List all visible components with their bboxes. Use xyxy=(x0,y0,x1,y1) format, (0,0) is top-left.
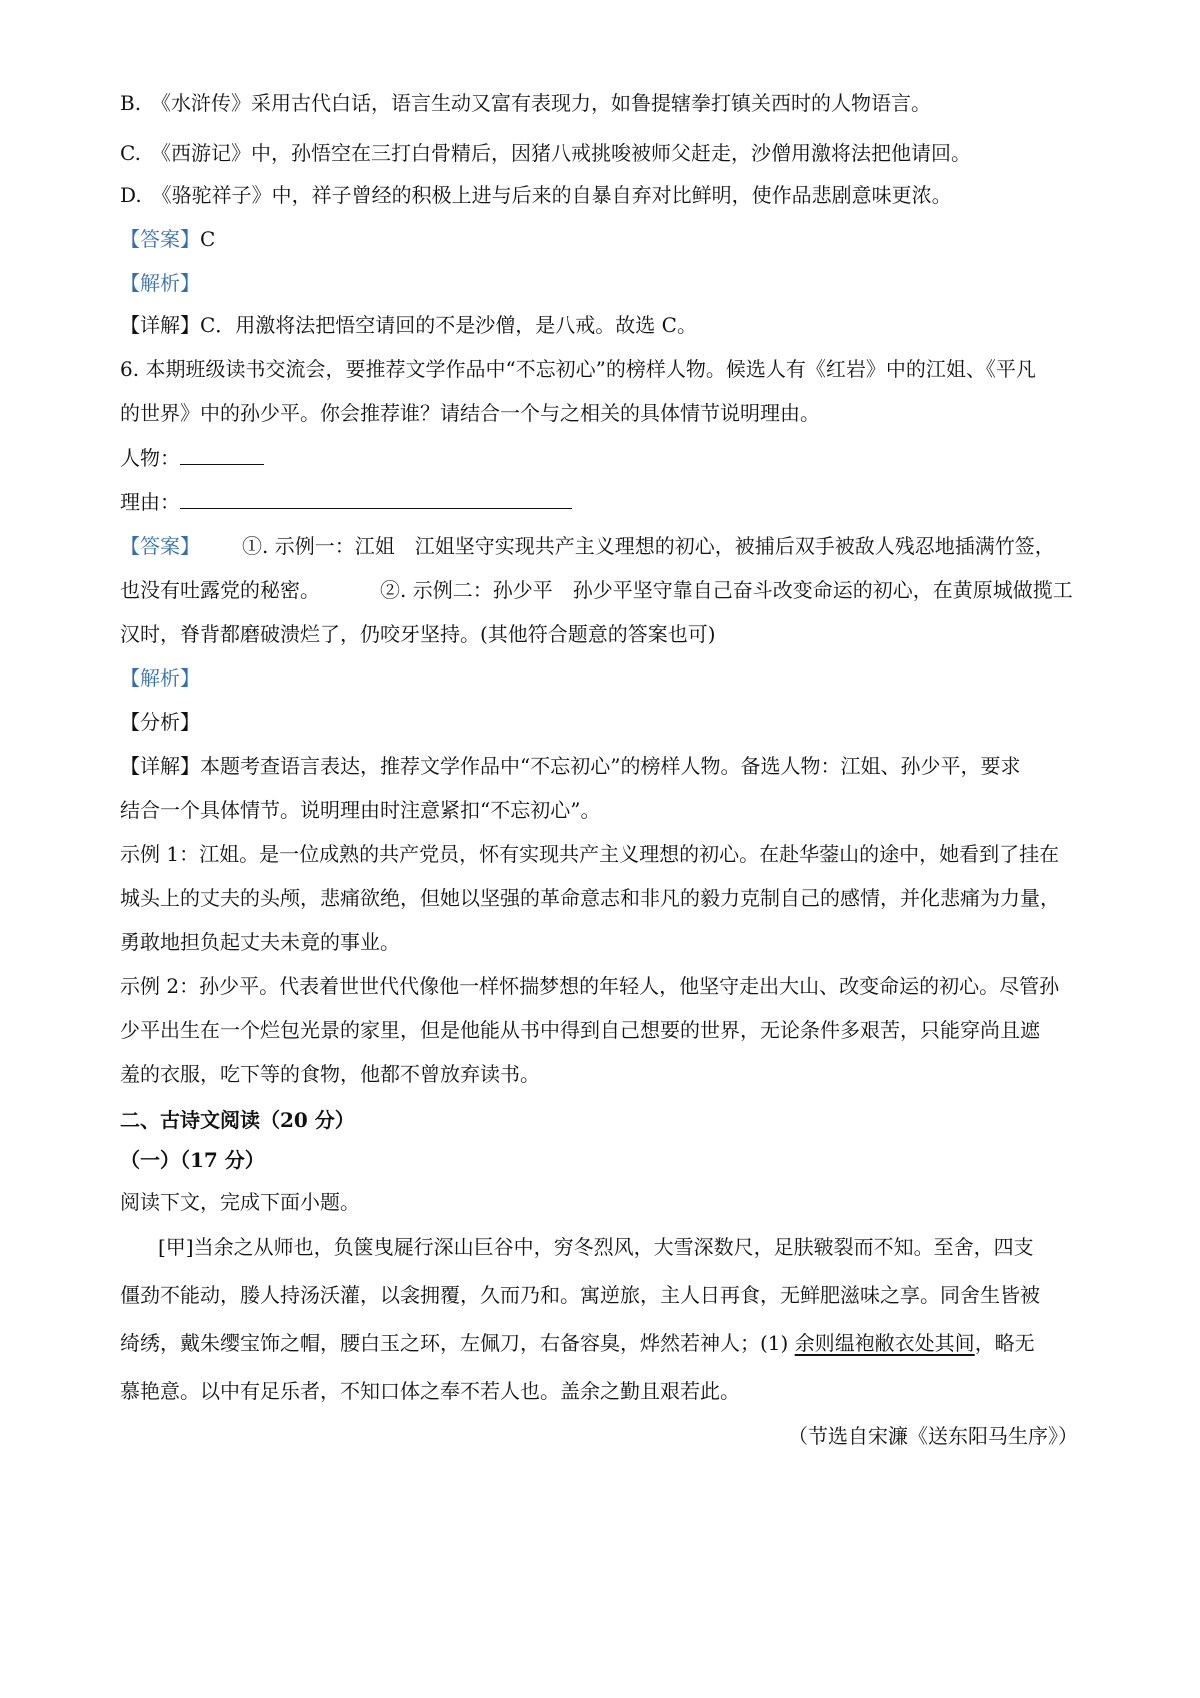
answer-6-line-3: 汉时，脊背都磨破溃烂了，仍咬牙坚持。(其他符合题意的答案也可) xyxy=(120,622,716,646)
answer-6-line-2 xyxy=(120,577,1100,603)
answer-label: 【答案】 xyxy=(120,227,200,251)
option-d: D. 《骆驼祥子》中，祥子曾经的积极上进与后来的自暴自弃对比鲜明，使作品悲剧意味更浓。 xyxy=(120,183,952,207)
option-b: B. 《水浒传》采用古代白话，语言生动又富有表现力，如鲁提辖拳打镇关西时的人物语言。 xyxy=(120,91,932,115)
reason-blank xyxy=(180,490,572,509)
detail-5: 【详解】C．用激将法把悟空请回的不是沙僧，是八戒。故选 C。 xyxy=(120,313,697,337)
detail-6-line-2: 结合一个具体情节。说明理由时注意紧扣“不忘初心”。 xyxy=(120,798,601,822)
source-citation: （节选自宋濂《送东阳马生序》） xyxy=(788,1424,1078,1448)
answer-5 xyxy=(120,226,1100,252)
detail-6-line-1: 【详解】本题考查语言表达，推荐文学作品中“不忘初心”的榜样人物。备选人物：江姐、孙少平，要求 xyxy=(120,754,1021,778)
reason-field xyxy=(120,489,1100,515)
answer-6-line-1 xyxy=(120,533,1100,559)
person-label: 人物： xyxy=(120,446,180,470)
example-2-line-1: 示例 2：孙少平。代表着世世代代像他一样怀揣梦想的年轻人，他坚守走出大山、改变命运的初心。尽管孙 xyxy=(120,974,1060,998)
answer-label: 【答案】 xyxy=(120,534,200,558)
example-1-line-1: 示例 1：江姐。是一位成熟的共产党员，怀有实现共产主义理想的初心。在赴华蓥山的途中，她看到了挂在 xyxy=(120,842,1060,866)
person-blank xyxy=(180,446,264,465)
answer-6-example-1: ①. 示例一：江姐 江姐坚守实现共产主义理想的初心，被捕后双手被敌人残忍地插满竹签， xyxy=(242,534,1055,558)
answer-6-example-1-end: 也没有吐露党的秘密。 xyxy=(120,578,320,602)
question-6-line-2: 的世界》中的孙少平。你会推荐谁？请结合一个与之相关的具体情节说明理由。 xyxy=(120,401,820,425)
person-field xyxy=(120,445,1100,471)
classical-text-line-2: 僵劲不能动，媵人持汤沃灌，以衾拥覆，久而乃和。寓逆旅，主人日再食，无鲜肥滋味之享。同舍生皆被 xyxy=(120,1283,1040,1307)
reading-instruction: 阅读下文，完成下面小题。 xyxy=(120,1190,360,1214)
analysis-label-6: 【解析】 xyxy=(120,666,200,690)
example-1-line-3: 勇敢地担负起丈夫未竟的事业。 xyxy=(120,930,400,954)
classical-text-line-1: [甲]当余之从师也，负箧曳屣行深山巨谷中，穷冬烈风，大雪深数尺，足肤皲裂而不知。至舍，四支 xyxy=(158,1235,1034,1259)
example-2-line-3: 羞的衣服，吃下等的食物，他都不曾放弃读书。 xyxy=(120,1062,540,1086)
text-segment: ，略无 xyxy=(974,1331,1035,1355)
analysis-label-5: 【解析】 xyxy=(120,271,200,295)
fenxi-label: 【分析】 xyxy=(120,710,200,734)
option-c: C. 《西游记》中，孙悟空在三打白骨精后，因猪八戒挑唆被师父赶走，沙僧用激将法把他请回。 xyxy=(120,141,971,165)
answer-value: C xyxy=(200,227,216,251)
example-2-line-2: 少平出生在一个烂包光景的家里，但是他能从书中得到自己想要的世界，无论条件多艰苦，只能穿尚且遮 xyxy=(120,1018,1040,1042)
answer-6-example-2: ②. 示例二：孙少平 孙少平坚守靠自己奋斗改变命运的初心，在黄原城做揽工 xyxy=(380,578,1073,602)
classical-text-line-4: 慕艳意。以中有足乐者，不知口体之奉不若人也。盖余之勤且艰若此。 xyxy=(120,1379,740,1403)
example-1-line-2: 城头上的丈夫的头颅，悲痛欲绝，但她以坚强的革命意志和非凡的毅力克制自己的感情，并化悲痛为力量， xyxy=(120,886,1060,910)
classical-text-line-3 xyxy=(120,1330,1100,1356)
question-6-line-1: 6. 本期班级读书交流会，要推荐文学作品中“不忘初心”的榜样人物。候选人有《红岩》中的江姐、《平凡 xyxy=(120,357,1036,381)
text-segment: 绮绣，戴朱缨宝饰之帽，腰白玉之环，左佩刀，右备容臭，烨然若神人；(1) xyxy=(120,1331,795,1355)
subsection-heading: （一）（17 分） xyxy=(120,1148,265,1172)
underlined-sentence: 余则缊袍敝衣处其间 xyxy=(794,1331,975,1355)
section-heading: 二、古诗文阅读（20 分） xyxy=(120,1108,355,1132)
reason-label: 理由： xyxy=(120,490,180,514)
